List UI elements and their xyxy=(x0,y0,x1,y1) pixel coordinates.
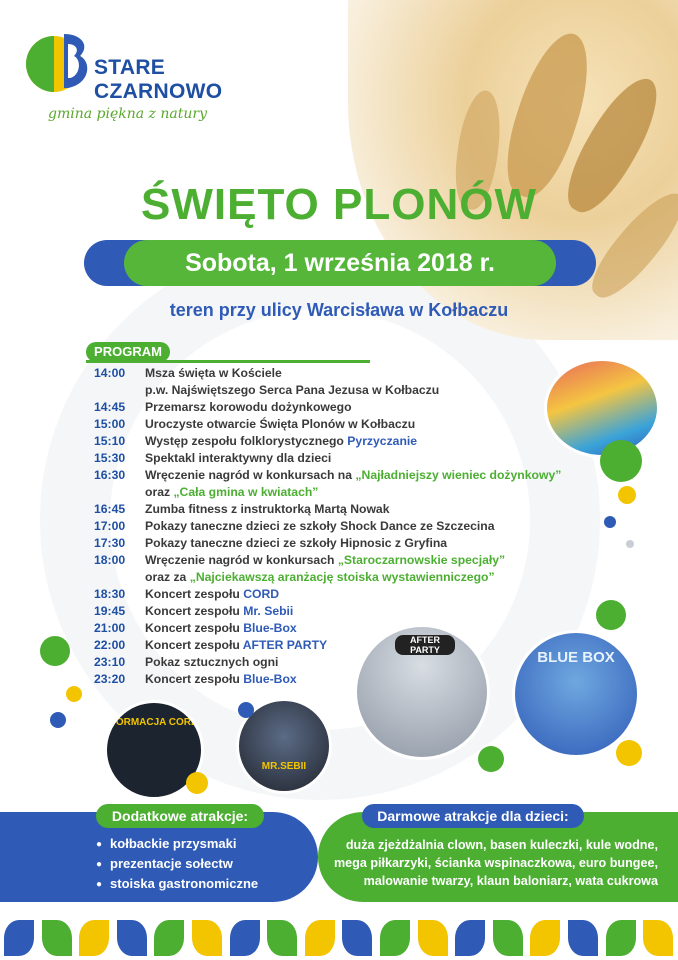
schedule-text: Koncert zespołu xyxy=(145,672,244,686)
kids-attractions-line: mega piłkarzyki, ścianka wspinaczkowa, euro bungee, xyxy=(333,856,658,870)
footer-tile xyxy=(0,916,38,960)
schedule-time: 15:30 xyxy=(94,451,126,465)
schedule-description xyxy=(145,399,352,416)
footer-tile xyxy=(526,916,564,960)
schedule-time: 14:45 xyxy=(94,400,126,414)
schedule-description xyxy=(145,569,495,586)
extras-list xyxy=(96,834,258,894)
decor-dot xyxy=(186,772,208,794)
decor-dot xyxy=(50,712,66,728)
band-photo-bluebox xyxy=(512,630,640,758)
schedule-time: 16:45 xyxy=(94,502,126,516)
schedule-text: Pokaz sztucznych ogni xyxy=(145,655,279,669)
footer-tile xyxy=(38,916,76,960)
schedule-row xyxy=(94,399,614,416)
footer-tile xyxy=(113,916,151,960)
decor-dot xyxy=(604,516,616,528)
band-name-bluebox: BLUE BOX xyxy=(537,649,615,666)
logo-tagline: gmina piękna z natury xyxy=(48,106,207,122)
schedule-description xyxy=(145,620,297,637)
footer-pattern xyxy=(0,916,678,960)
footer-tile xyxy=(489,916,527,960)
schedule-time: 18:30 xyxy=(94,587,126,601)
schedule-description xyxy=(145,433,417,450)
footer-tile xyxy=(414,916,452,960)
footer-tile xyxy=(639,916,677,960)
band-name-cord: FORMACJA CORD xyxy=(109,717,199,728)
footer-tile xyxy=(263,916,301,960)
decor-dot xyxy=(596,600,626,630)
schedule-description xyxy=(145,450,331,467)
schedule-row xyxy=(94,535,614,552)
stare-czarnowo-logo-icon xyxy=(24,26,98,100)
schedule-text: Przemarsz korowodu dożynkowego xyxy=(145,400,352,414)
band-name-mrsebii: MR.SEBII xyxy=(261,761,307,772)
decor-dot xyxy=(238,702,254,718)
schedule-time: 22:00 xyxy=(94,638,126,652)
schedule-time xyxy=(94,382,145,399)
program-schedule xyxy=(94,365,614,688)
extras-heading: Dodatkowe atrakcje: xyxy=(96,804,264,828)
band-name-afterparty: AFTER PARTY xyxy=(395,635,455,655)
schedule-time xyxy=(94,484,145,501)
logo xyxy=(24,26,254,126)
schedule-description xyxy=(145,586,279,603)
schedule-row xyxy=(94,569,614,586)
schedule-text: Pokazy taneczne dzieci ze szkoły Hipnosic z Gryfina xyxy=(145,536,448,550)
schedule-row xyxy=(94,501,614,518)
schedule-time: 23:10 xyxy=(94,655,126,669)
decor-dot xyxy=(626,540,634,548)
schedule-time: 23:20 xyxy=(94,672,126,686)
schedule-description xyxy=(145,518,495,535)
decor-dot xyxy=(618,486,636,504)
schedule-row xyxy=(94,518,614,535)
schedule-time: 19:45 xyxy=(94,604,126,618)
decor-dot xyxy=(616,740,642,766)
schedule-text: Uroczyste otwarcie Święta Plonów w Kołbaczu xyxy=(145,417,416,431)
schedule-row xyxy=(94,603,614,620)
schedule-time: 14:00 xyxy=(94,366,126,380)
schedule-time: 21:00 xyxy=(94,621,126,635)
list-item: ● stoiska gastronomiczne xyxy=(96,874,258,894)
schedule-description xyxy=(145,484,318,501)
list-item: ● prezentacje sołectw xyxy=(96,854,258,874)
schedule-highlight: „Cała gmina w kwiatach” xyxy=(173,485,319,499)
schedule-description xyxy=(145,501,389,518)
schedule-highlight: Mr. Sebii xyxy=(243,604,294,618)
schedule-description xyxy=(145,365,282,382)
footer-tile xyxy=(451,916,489,960)
schedule-highlight: Pyrzyczanie xyxy=(347,434,418,448)
schedule-text: Pokazy taneczne dzieci ze szkoły Shock Dance ze Szczecina xyxy=(145,519,495,533)
schedule-description xyxy=(145,671,297,688)
schedule-text: p.w. Najświętszego Serca Pana Jezusa w Kołbaczu xyxy=(145,383,440,397)
schedule-highlight: „Najciekawszą aranżację stoiska wystawienniczego” xyxy=(189,570,495,584)
schedule-highlight: CORD xyxy=(243,587,280,601)
schedule-text: Spektakl interaktywny dla dzieci xyxy=(145,451,332,465)
logo-name-line2: CZARNOWO xyxy=(94,80,223,103)
schedule-row xyxy=(94,552,614,569)
schedule-description xyxy=(145,603,293,620)
schedule-row xyxy=(94,416,614,433)
schedule-row xyxy=(94,450,614,467)
footer-tile xyxy=(376,916,414,960)
schedule-row xyxy=(94,620,614,637)
schedule-highlight: Blue-Box xyxy=(243,672,297,686)
decor-dot xyxy=(40,636,70,666)
footer-tile xyxy=(602,916,640,960)
schedule-row xyxy=(94,484,614,501)
logo-name-line1: STARE xyxy=(94,56,166,79)
schedule-text: Wręczenie nagród w konkursach na xyxy=(145,468,356,482)
schedule-description xyxy=(145,416,415,433)
schedule-text: oraz xyxy=(145,485,174,499)
footer-tile xyxy=(226,916,264,960)
schedule-description xyxy=(145,535,447,552)
schedule-description xyxy=(145,552,505,569)
schedule-row xyxy=(94,586,614,603)
schedule-time: 17:00 xyxy=(94,519,126,533)
event-date: Sobota, 1 września 2018 r. xyxy=(185,249,495,277)
kids-attractions-heading: Darmowe atrakcje dla dzieci: xyxy=(362,804,584,828)
schedule-text: Zumba fitness z instruktorką Martą Nowak xyxy=(145,502,390,516)
date-banner xyxy=(84,240,596,286)
schedule-time xyxy=(94,569,145,586)
schedule-description xyxy=(145,654,278,671)
footer-tile xyxy=(150,916,188,960)
schedule-highlight: Blue-Box xyxy=(243,621,297,635)
schedule-row xyxy=(94,365,614,382)
schedule-highlight: „Staroczarnowskie specjały” xyxy=(337,553,506,567)
footer-tile xyxy=(301,916,339,960)
kids-attractions-line: duża zjeżdżalnia clown, basen kuleczki, kule wodne, xyxy=(345,838,658,852)
schedule-text: Koncert zespołu xyxy=(145,638,243,652)
footer-tile xyxy=(75,916,113,960)
schedule-row xyxy=(94,382,614,399)
schedule-text: Msza święta w Kościele xyxy=(145,366,282,380)
schedule-time: 18:00 xyxy=(94,553,126,567)
schedule-highlight: „Najładniejszy wieniec dożynkowy” xyxy=(355,468,562,482)
schedule-highlight: AFTER PARTY xyxy=(242,638,328,652)
program-divider xyxy=(86,360,370,363)
decor-dot xyxy=(600,440,642,482)
schedule-text: Występ zespołu folklorystycznego xyxy=(145,434,348,448)
schedule-text: Koncert zespołu xyxy=(145,621,244,635)
schedule-time: 16:30 xyxy=(94,468,126,482)
schedule-text: Koncert zespołu xyxy=(145,604,244,618)
schedule-time: 15:10 xyxy=(94,434,126,448)
schedule-description xyxy=(145,637,327,654)
footer-tile xyxy=(564,916,602,960)
list-item: ● kołbackie przysmaki xyxy=(96,834,258,854)
footer-tile xyxy=(188,916,226,960)
schedule-text: oraz za xyxy=(145,570,190,584)
schedule-text: Wręczenie nagród w konkursach xyxy=(145,553,338,567)
schedule-row xyxy=(94,433,614,450)
event-location: teren przy ulicy Warcisława w Kołbaczu xyxy=(169,300,509,320)
schedule-row xyxy=(94,467,614,484)
schedule-time: 17:30 xyxy=(94,536,126,550)
decor-dot xyxy=(66,686,82,702)
kids-attractions-line: malowanie twarzy, klaun baloniarz, wata cukrowa xyxy=(363,874,658,888)
schedule-description xyxy=(145,467,561,484)
schedule-text: Koncert zespołu xyxy=(145,587,244,601)
footer-tile xyxy=(338,916,376,960)
program-label: PROGRAM xyxy=(86,342,170,362)
decor-dot xyxy=(478,746,504,772)
band-photo-afterparty xyxy=(354,624,490,760)
schedule-description xyxy=(145,382,439,399)
bouncy-castle-photo xyxy=(544,358,660,458)
page-title: ŚWIĘTO PLONÓW xyxy=(141,180,537,229)
kids-attractions-text xyxy=(318,836,658,890)
schedule-time: 15:00 xyxy=(94,417,126,431)
